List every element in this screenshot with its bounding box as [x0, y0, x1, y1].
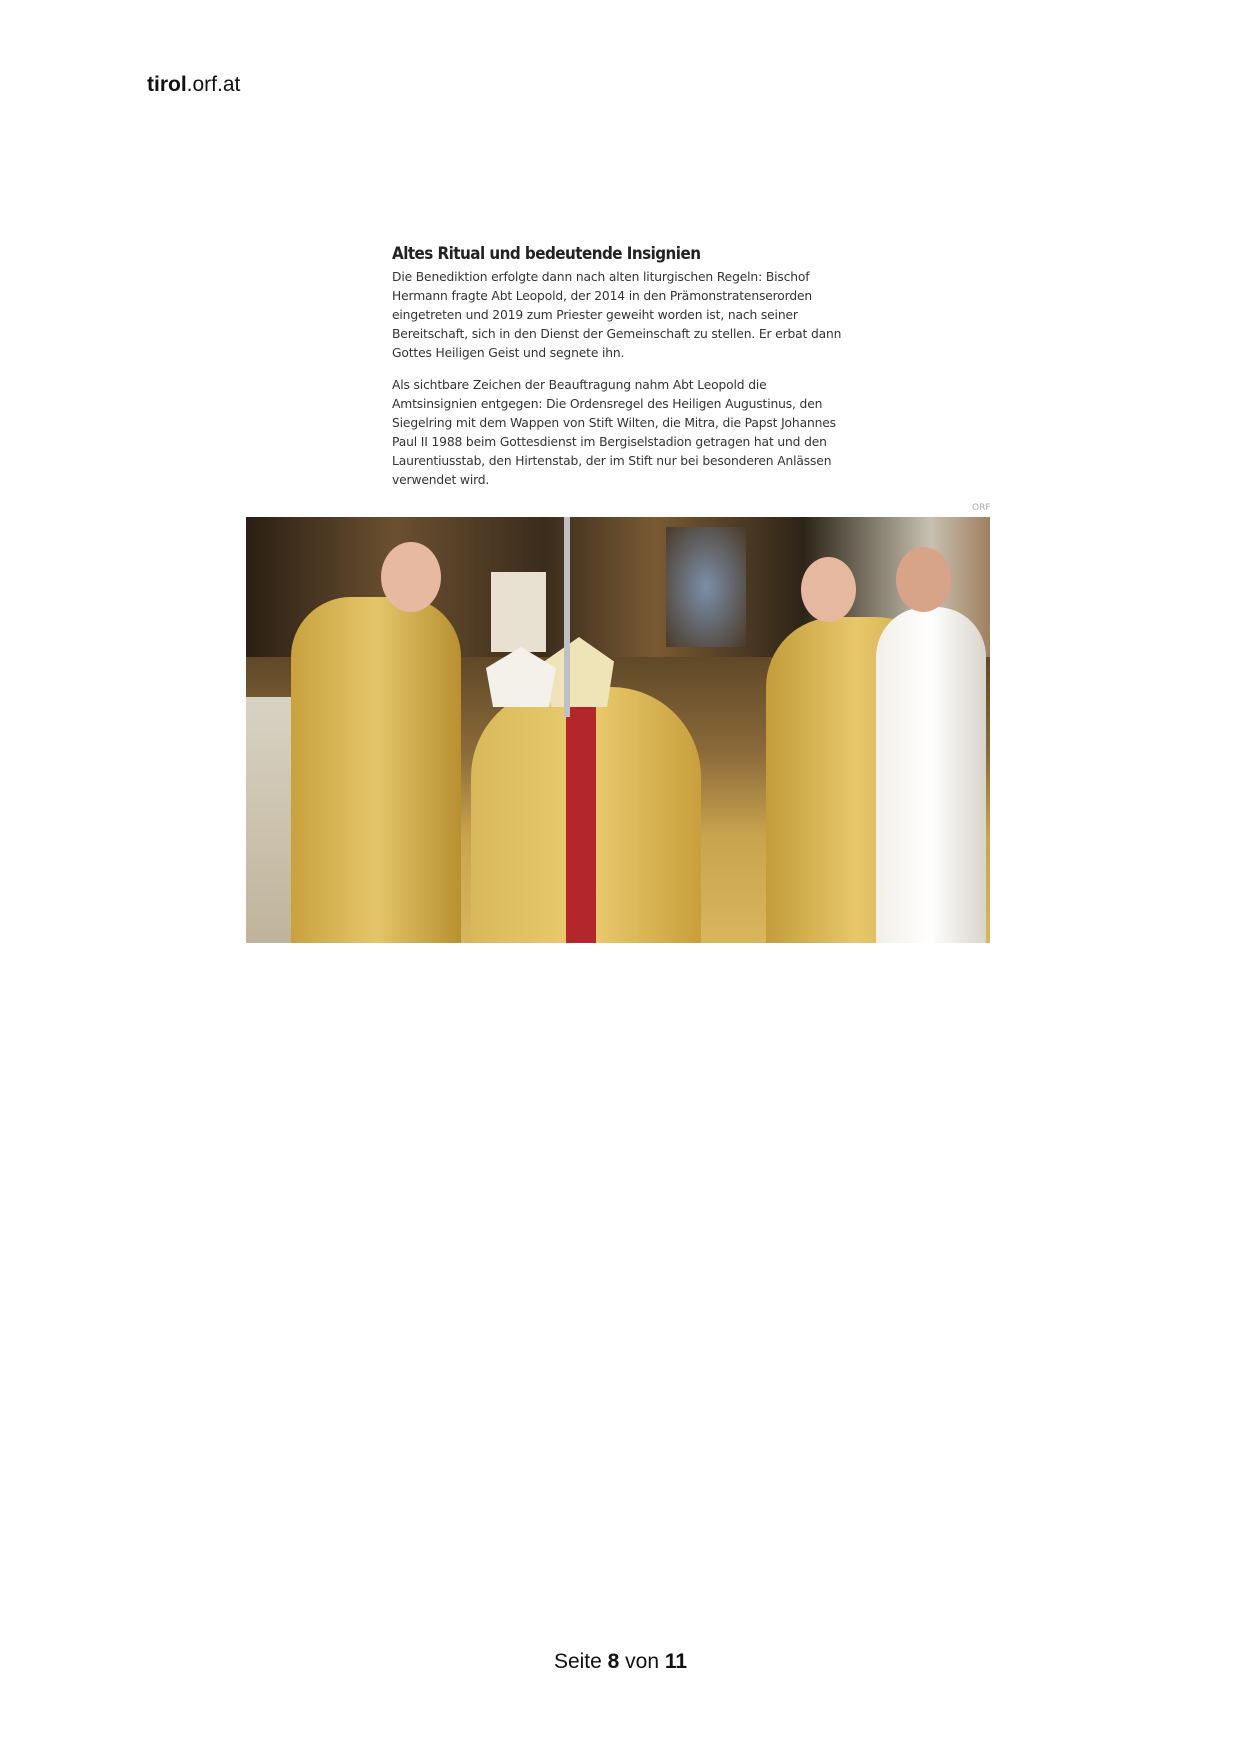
article-photo: [246, 517, 990, 943]
section-heading: Altes Ritual und bedeutende Insignien: [392, 244, 701, 263]
paragraph: Die Benediktion erfolgte dann nach alten liturgischen Regeln: Bischof Hermann fragte Abt Leopold, der 2014 in den Prämonstratenserorden eingetreten und 2019 zum Priester geweiht worden ist, nach seiner Bereitschaft, sich in den Dienst der Gemeinschaft zu stellen. Er erbat dann Gottes Heiligen Geist und segnete ihn.: [392, 270, 842, 360]
paragraph: Als sichtbare Zeichen der Beauftragung nahm Abt Leopold die Amtsinsignien entgegen: Die Ordensregel des Heiligen Augustinus, den Siegelring mit dem Wappen von Stift Wilten, die Mitra, die Papst Johannes Paul II 1988 beim Gottesdienst im Bergiselstadion getragen hat und den Laurentiusstab, den Hirtenstab, der im Stift nur bei besonderen Anlässen verwendet wird.: [392, 378, 836, 487]
image-credit: ORF: [972, 503, 991, 513]
article: [392, 244, 852, 503]
site-name: tirol.orf.at: [147, 73, 241, 96]
page-number: Seite 8 von 11: [553, 1650, 688, 1673]
